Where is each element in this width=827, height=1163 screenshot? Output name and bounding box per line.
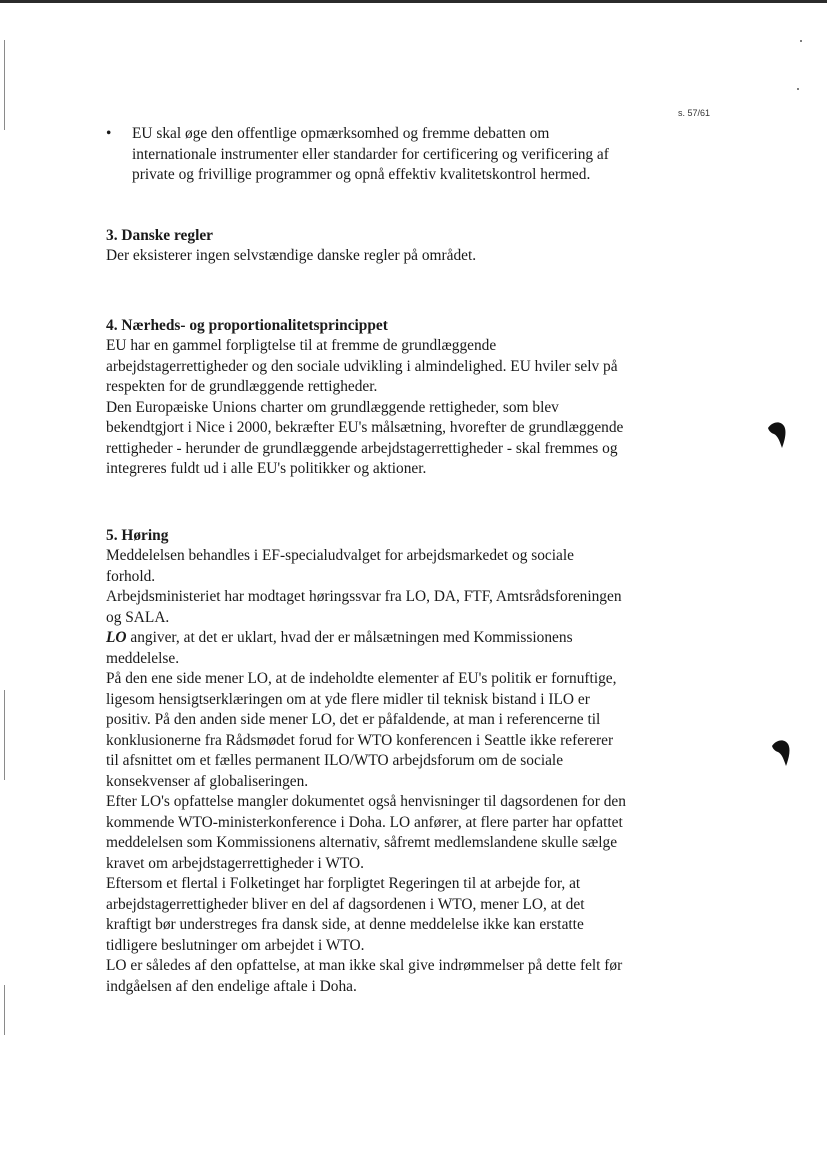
section-4-paragraph: Den Europæiske Unions charter om grundlæggende rettigheder, som blev bekendtgjort i Nice i 2000, bekræfter EU's målsætning, hvorefter de grundlæggende rettigheder - herunder de grundlæggende arbejdstagerrettigheder - skal fremmes og integreres fuldt ud i alle EU's politikker og aktioner. xyxy=(106,398,624,477)
section-5-paragraph: Efter LO's opfattelse mangler dokumentet også henvisninger til dagsordenen for den kommende WTO-ministerkonference i Doha. LO anfører, at flere parter har opfattet meddelelsen som Kommissionens alternativ, såfremt medlemslandene skulle sælge kravet om arbejdstagerrettigheder i WTO. xyxy=(106,793,626,872)
section-3-heading: 3. Danske regler xyxy=(106,226,214,244)
scan-speck xyxy=(800,40,802,42)
scan-margin-line xyxy=(4,985,5,1035)
bullet-symbol: • xyxy=(106,125,112,142)
section-5-paragraph: Eftersom et flertal i Folketinget har forpligtet Regeringen til at arbejde for, at arbejdstagerrettigheder bliver en del af dagsordenen i WTO, mener LO, at det kraftigt bør understreges fra dansk side, at denne meddelelse ikke kan erstatte tidligere beslutninger om arbejdet i WTO. xyxy=(106,875,585,954)
section-5-paragraph: Meddelelsen behandles i EF-specialudvalget for arbejdsmarkedet og sociale forhold. xyxy=(106,547,574,585)
section-5-paragraph: LO er således af den opfattelse, at man ikke skal give indrømmelser på dette felt før indgåelsen af den endelige aftale i Doha. xyxy=(106,957,623,995)
section-4-heading: 4. Nærheds- og proportionalitetsprincippet xyxy=(106,316,388,334)
bullet-item xyxy=(106,124,626,186)
bullet-text: EU skal øge den offentlige opmærksomhed og fremme debatten om internationale instrumenter eller standarder for certificering og verificering af private og frivillige programmer og opnå effektiv kvalitetskontrol hermed. xyxy=(132,125,609,183)
document-body xyxy=(106,124,626,997)
section-5-heading: 5. Høring xyxy=(106,526,169,544)
scan-margin-line xyxy=(4,690,5,780)
scan-margin-line xyxy=(4,40,5,130)
section-4-paragraph: EU har en gammel forpligtelse til at fremme de grundlæggende arbejdstagerrettigheder og den sociale udvikling i almindelighed. EU hviler selv på respekten for de grundlæggende rettigheder. xyxy=(106,337,618,395)
top-rule xyxy=(0,0,827,3)
section-5-paragraph: På den ene side mener LO, at de indeholdte elementer af EU's politik er fornuftige, ligesom hensigtserklæringen om at yde flere midler til teknisk bistand i ILO er positiv. På den anden side mener LO, det er påfaldende, at man i referencerne til konklusionerne fra Rådsmødet forud for WTO konferencen i Seattle ikke refererer til afsnittet om et fælles permanent ILO/WTO arbejdsforum om de sociale konsekvenser af globaliseringen. xyxy=(106,670,617,790)
section-3-body: Der eksisterer ingen selvstændige danske regler på området. xyxy=(106,247,477,264)
section-5-paragraph: Arbejdsministeriet har modtaget høringssvar fra LO, DA, FTF, Amtsrådsforeningen og SALA. xyxy=(106,588,622,626)
paragraph-text: angiver, at det er uklart, hvad der er målsætningen med Kommissionens meddelelse. xyxy=(106,629,573,667)
punch-hole-mark xyxy=(766,420,788,450)
page-number: s. 57/61 xyxy=(678,108,711,118)
scan-speck xyxy=(797,88,799,90)
lo-emphasis: LO xyxy=(106,629,127,646)
section-5-paragraph xyxy=(106,628,626,669)
punch-hole-mark xyxy=(770,738,792,768)
